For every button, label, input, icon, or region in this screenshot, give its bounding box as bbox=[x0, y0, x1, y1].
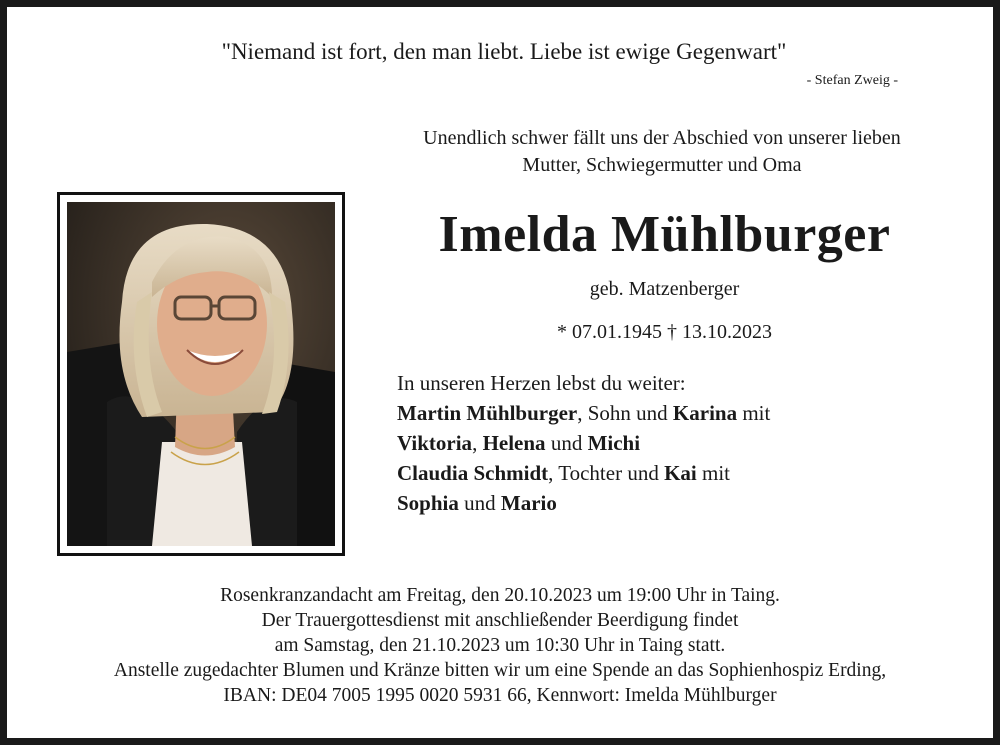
birth-name: geb. Matzenberger bbox=[589, 278, 740, 300]
footer-line-5: IBAN: DE04 7005 1995 0020 5931 66, Kennwort: Imelda Mühlburger bbox=[223, 685, 777, 706]
family-member-mario: Mario bbox=[500, 491, 557, 515]
family-member-karina: Karina bbox=[672, 401, 738, 425]
life-dates: * 07.01.1945 † 13.10.2023 bbox=[557, 321, 772, 343]
intro-text bbox=[367, 125, 957, 179]
family-member-martin: Martin Mühlburger bbox=[397, 401, 578, 425]
family-line-3 bbox=[397, 458, 770, 488]
service-details bbox=[7, 583, 993, 708]
portrait-illustration bbox=[67, 202, 335, 546]
relation-text: , Tochter und bbox=[548, 461, 665, 485]
separator-text: und bbox=[545, 431, 588, 455]
family-heading: In unseren Herzen lebst du weiter: bbox=[397, 371, 686, 395]
family-list bbox=[397, 368, 770, 518]
family-member-claudia: Claudia Schmidt bbox=[397, 461, 549, 485]
relation-text: mit bbox=[737, 401, 771, 425]
family-line-4 bbox=[397, 488, 770, 518]
footer-line-4: Anstelle zugedachter Blumen und Kränze bitten wir um eine Spende an das Sophienhospiz Erding, bbox=[113, 660, 887, 681]
quote-author: - Stefan Zweig - bbox=[806, 73, 898, 88]
footer-line-3: am Samstag, den 21.10.2023 um 10:30 Uhr in Taing statt. bbox=[274, 635, 726, 656]
quote-text: "Niemand ist fort, den man liebt. Liebe ist ewige Gegenwart" bbox=[221, 39, 787, 64]
family-member-helena: Helena bbox=[482, 431, 546, 455]
family-member-kai: Kai bbox=[664, 461, 697, 485]
footer-line-2: Der Trauergottesdienst mit anschließender Beerdigung findet bbox=[261, 610, 739, 631]
deceased-name: Imelda Mühlburger bbox=[438, 206, 891, 263]
family-member-viktoria: Viktoria bbox=[397, 431, 473, 455]
family-line-1 bbox=[397, 398, 770, 428]
separator-text: , bbox=[472, 431, 483, 455]
relation-text: , Sohn und bbox=[577, 401, 673, 425]
portrait-photo bbox=[67, 202, 335, 546]
intro-line-1: Unendlich schwer fällt uns der Abschied von unserer lieben bbox=[423, 127, 901, 149]
family-line-2 bbox=[397, 428, 770, 458]
relation-text: mit bbox=[696, 461, 731, 485]
separator-text: und bbox=[458, 491, 501, 515]
family-member-michi: Michi bbox=[587, 431, 641, 455]
intro-line-2: Mutter, Schwiegermutter und Oma bbox=[522, 154, 802, 176]
portrait-frame bbox=[57, 192, 345, 556]
footer-line-1: Rosenkranzandacht am Freitag, den 20.10.2023 um 19:00 Uhr in Taing. bbox=[220, 585, 780, 606]
family-member-sophia: Sophia bbox=[397, 491, 459, 515]
